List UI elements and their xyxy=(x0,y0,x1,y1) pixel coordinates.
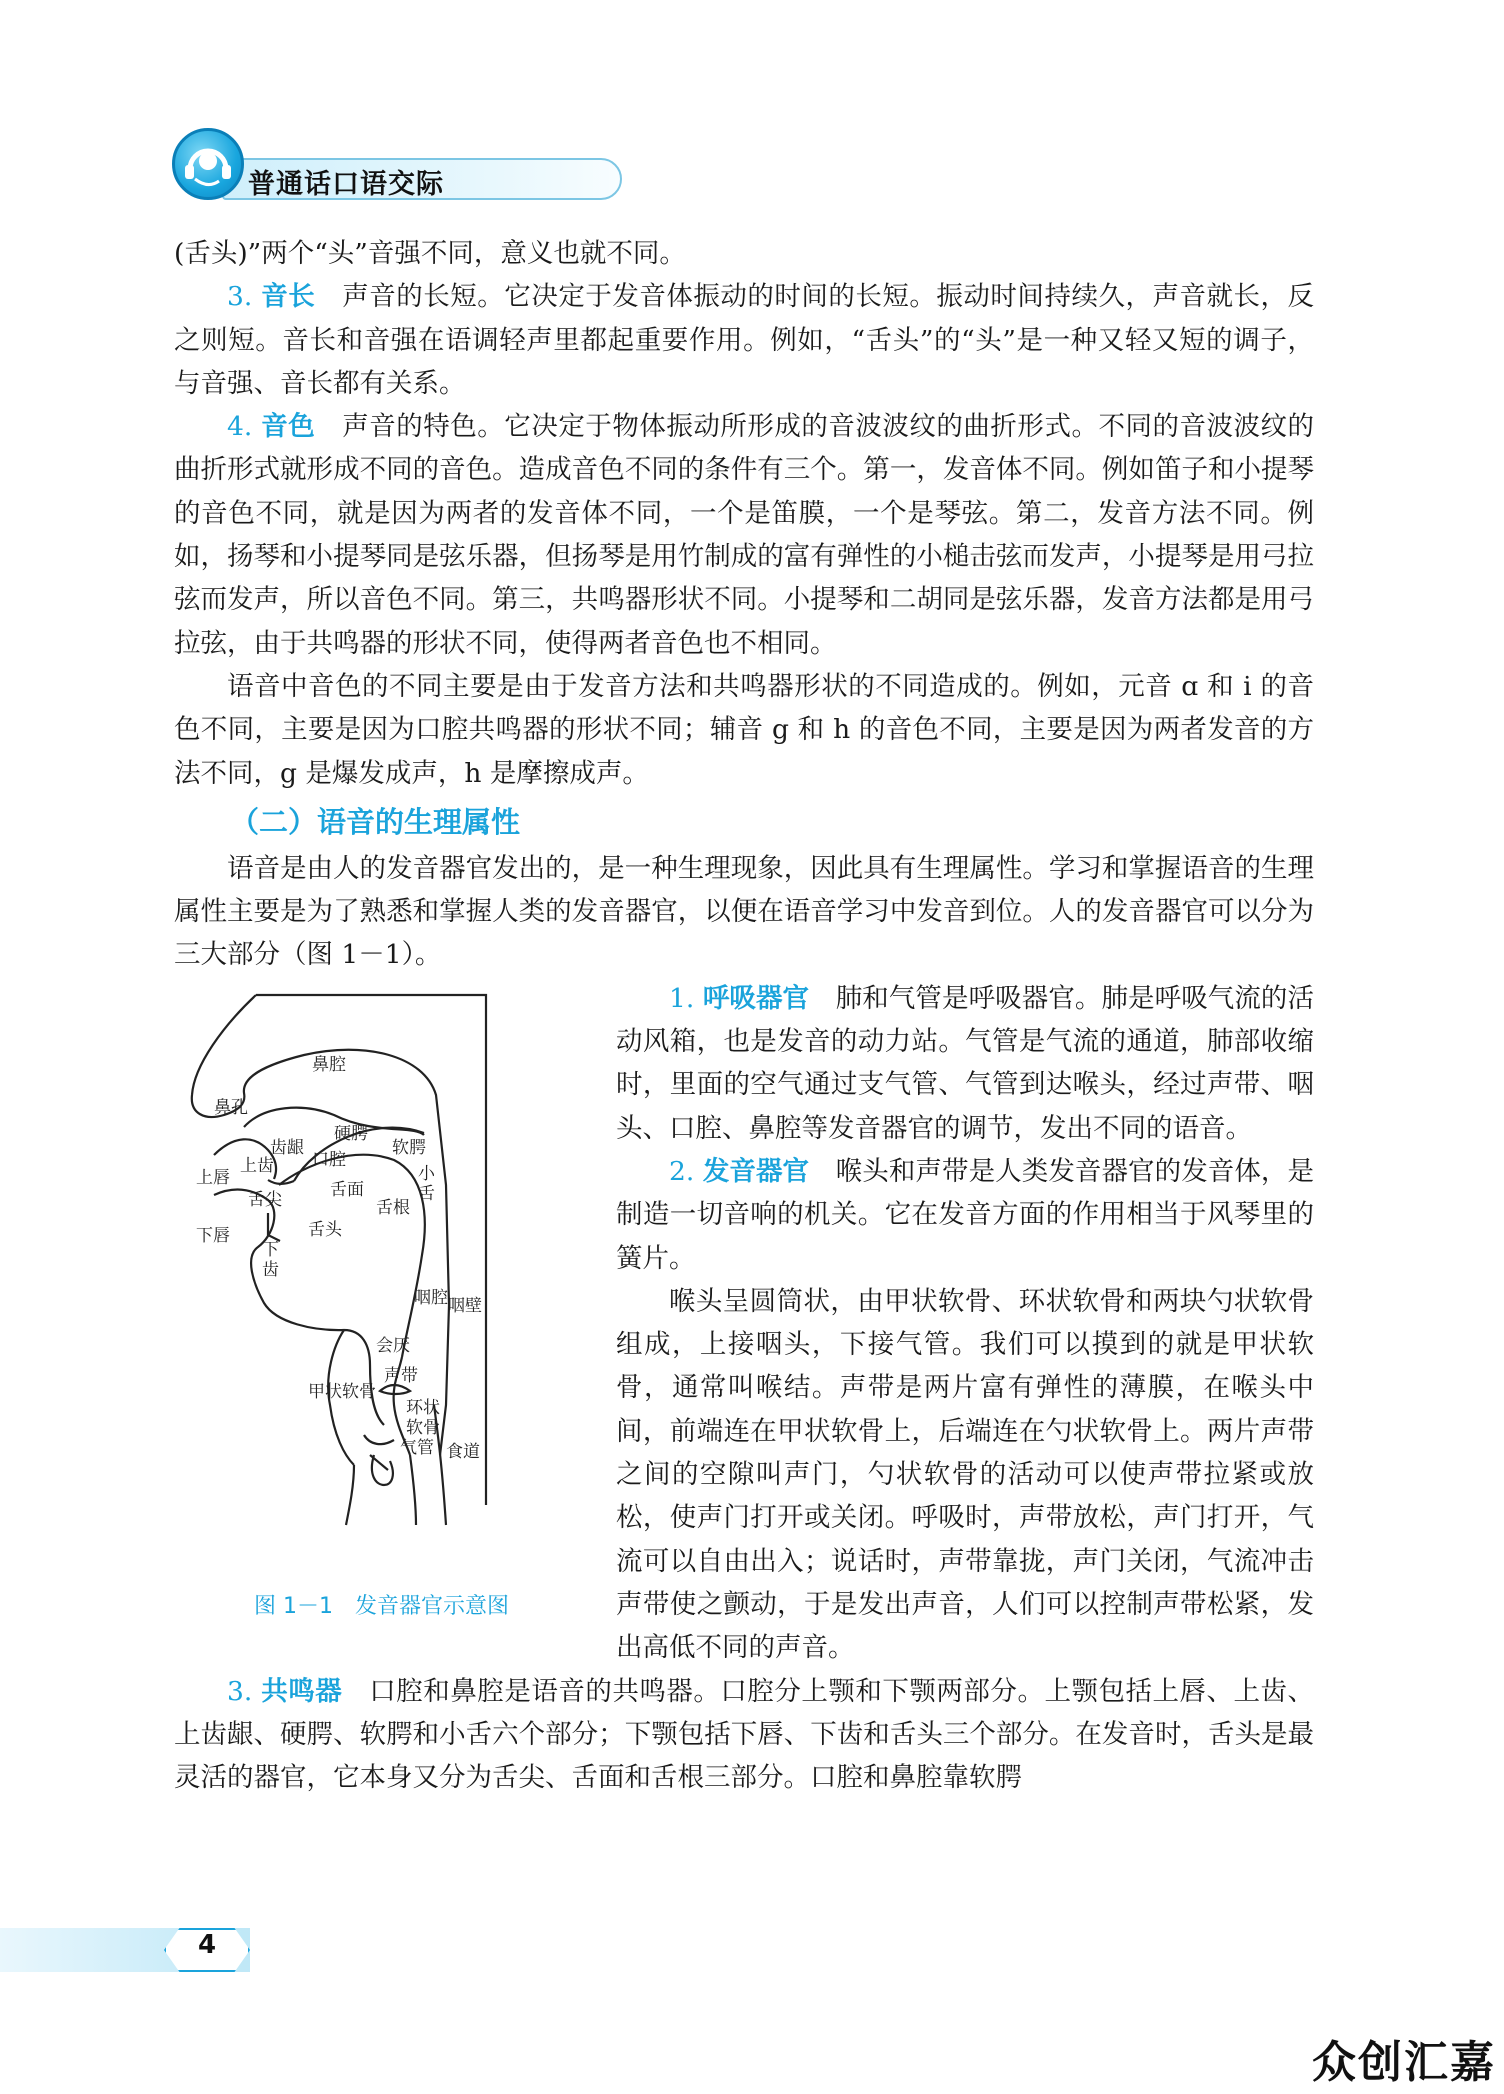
paragraph-text: 声音的长短。它决定于发音体振动的时间的长短。振动时间持续久，声音就长，反之则短。音长和音强在语调轻声里都起重要作用。例如，“舌头”的“头”是一种又轻又短的调子，与音强、音长都有关系。 xyxy=(174,281,1315,399)
term-duration: 音长 xyxy=(261,281,316,313)
label-uvula-2: 舌 xyxy=(418,1183,435,1204)
headset-icon xyxy=(172,128,244,200)
label-epiglottis: 会厌 xyxy=(376,1335,410,1356)
vocal-organs-diagram xyxy=(184,985,594,1585)
label-tongue-surface: 舌面 xyxy=(330,1179,364,1200)
label-lower-lip: 下唇 xyxy=(196,1225,230,1246)
paragraph: (舌头)”两个“头”音强不同，意义也就不同。 xyxy=(174,238,686,269)
book-logo xyxy=(172,124,472,204)
label-nostril: 鼻孔 xyxy=(214,1097,248,1118)
item-number: 4. xyxy=(227,411,253,443)
page-number: 4 xyxy=(197,1930,217,1960)
label-tongue-tip: 舌尖 xyxy=(248,1189,282,1210)
label-lower-teeth-2: 齿 xyxy=(262,1259,279,1280)
section-heading: （二）语音的生理属性 xyxy=(230,804,521,839)
item-number: 1. xyxy=(669,982,695,1014)
paragraph-text: 口腔和鼻腔是语音的共鸣器。口腔分上颚和下颚两部分。上颚包括上唇、上齿、上齿龈、硬腭、软腭和小舌六个部分；下颚包括下唇、下齿和舌头三个部分。在发音时，舌头是最灵活的器官，它本身又分为舌尖、舌面和舌根三部分。口腔和鼻腔靠软腭 xyxy=(174,1675,1315,1794)
label-upper-teeth: 上齿 xyxy=(240,1155,274,1176)
figure-vocal-organs xyxy=(174,977,594,1637)
term-resonator: 共鸣器 xyxy=(261,1675,343,1707)
label-lower-teeth-1: 下 xyxy=(262,1239,279,1260)
label-nasal-cavity: 鼻腔 xyxy=(312,1054,346,1075)
term-respiratory: 呼吸器官 xyxy=(702,982,810,1014)
book-title: 普通话口语交际 xyxy=(248,169,444,200)
paragraph-text: 喉头和声带是人类发音器官的发音体，是制造一切音响的机关。它在发音方面的作用相当于风琴里的簧片。 xyxy=(616,1155,1315,1274)
label-vocal-cords: 声带 xyxy=(384,1365,418,1386)
paragraph-duration xyxy=(174,275,1314,405)
paragraph-text: 语音是由人的发音器官发出的，是一种生理现象，因此具有生理属性。学习和掌握语音的生理属性主要是为了熟悉和掌握人类的发音器官，以便在语音学习中发音到位。人的发音器官可以分为三大部分（图 1－1）。 xyxy=(174,852,1314,971)
label-hard-palate: 硬腭 xyxy=(334,1123,368,1144)
term-timbre: 音色 xyxy=(261,411,316,443)
paragraph-text: 声音的特色。它决定于物体振动所形成的音波波纹的曲折形式。不同的音波波纹的曲折形式就形成不同的音色。造成音色不同的条件有三个。第一，发音体不同。例如笛子和小提琴的音色不同，就是因为两者的发音体不同，一个是笛膜，一个是琴弦。第二，发音方法不同。例如，扬琴和小提琴同是弦乐器，但扬琴是用竹制成的富有弹性的小槌击弦而发声，小提琴是用弓拉弦而发声，所以音色不同。第三，共鸣器形状不同。小提琴和二胡同是弦乐器，发音方法都是用弓拉弦，由于共鸣器的形状不同，使得两者音色也不相同。 xyxy=(174,411,1315,659)
paragraph: 语音中音色的不同主要是由于发音方法和共鸣器形状的不同造成的。例如，元音 ɑ 和 i 的音色不同，主要是因为口腔共鸣器的形状不同；辅音 g 和 h 的音色不同，主要是因为两者发音的方法不同，g 是爆发成声，h 是摩擦成声。 xyxy=(174,670,1314,789)
item-number: 3. xyxy=(227,281,253,313)
label-upper-lip: 上唇 xyxy=(196,1167,230,1188)
paragraph xyxy=(174,847,1314,977)
label-cricoid-2: 软骨 xyxy=(406,1417,440,1438)
label-tongue: 舌头 xyxy=(308,1219,342,1240)
label-soft-palate: 软腭 xyxy=(392,1137,426,1158)
paragraph-resonator xyxy=(174,1670,1314,1800)
label-thyroid: 甲状软骨 xyxy=(308,1381,376,1402)
paragraph: 喉头呈圆筒状，由甲状软骨、环状软骨和两块勺状软骨组成，上接咽头，下接气管。我们可以摸到的就是甲状软骨，通常叫喉结。声带是两片富有弹性的薄膜，在喉头中间，前端连在甲状软骨上，后端连在勺状软骨上。两片声带之间的空隙叫声门，勺状软骨的活动可以使声带拉紧或放松，使声门打开或关闭。呼吸时，声带放松，声门打开，气流可以自由出入；说话时，声带靠拢，声门关闭，气流冲击声带使之颤动，于是发出声音，人们可以控制声带松紧，发出高低不同的声音。 xyxy=(616,1285,1314,1664)
label-pharynx-wall: 咽壁 xyxy=(448,1295,482,1316)
item-number: 3. xyxy=(227,1675,253,1707)
label-gum: 齿龈 xyxy=(270,1137,304,1158)
page-body xyxy=(174,232,1314,1799)
paragraph-text: 肺和气管是呼吸器官。肺是呼吸气流的活动风箱，也是发音的动力站。气管是气流的通道，肺部收缩时，里面的空气通过支气管、气管到达喉头，经过声带、咽头、口腔、鼻腔等发音器官的调节，发出不同的语音。 xyxy=(616,982,1315,1144)
term-phonation: 发音器官 xyxy=(702,1155,810,1187)
label-esophagus: 食道 xyxy=(446,1441,480,1462)
label-trachea: 气管 xyxy=(400,1437,434,1458)
label-oral-cavity: 口腔 xyxy=(312,1149,346,1170)
label-tongue-root: 舌根 xyxy=(376,1197,410,1218)
label-pharynx: 咽腔 xyxy=(414,1287,448,1308)
label-uvula-1: 小 xyxy=(418,1163,435,1184)
paragraph-timbre xyxy=(174,405,1314,665)
figure-caption: 图 1－1 发音器官示意图 xyxy=(254,1593,509,1619)
item-number: 2. xyxy=(669,1155,695,1187)
label-cricoid-1: 环状 xyxy=(406,1397,440,1418)
watermark: 众创汇嘉 xyxy=(1312,2037,1496,2088)
